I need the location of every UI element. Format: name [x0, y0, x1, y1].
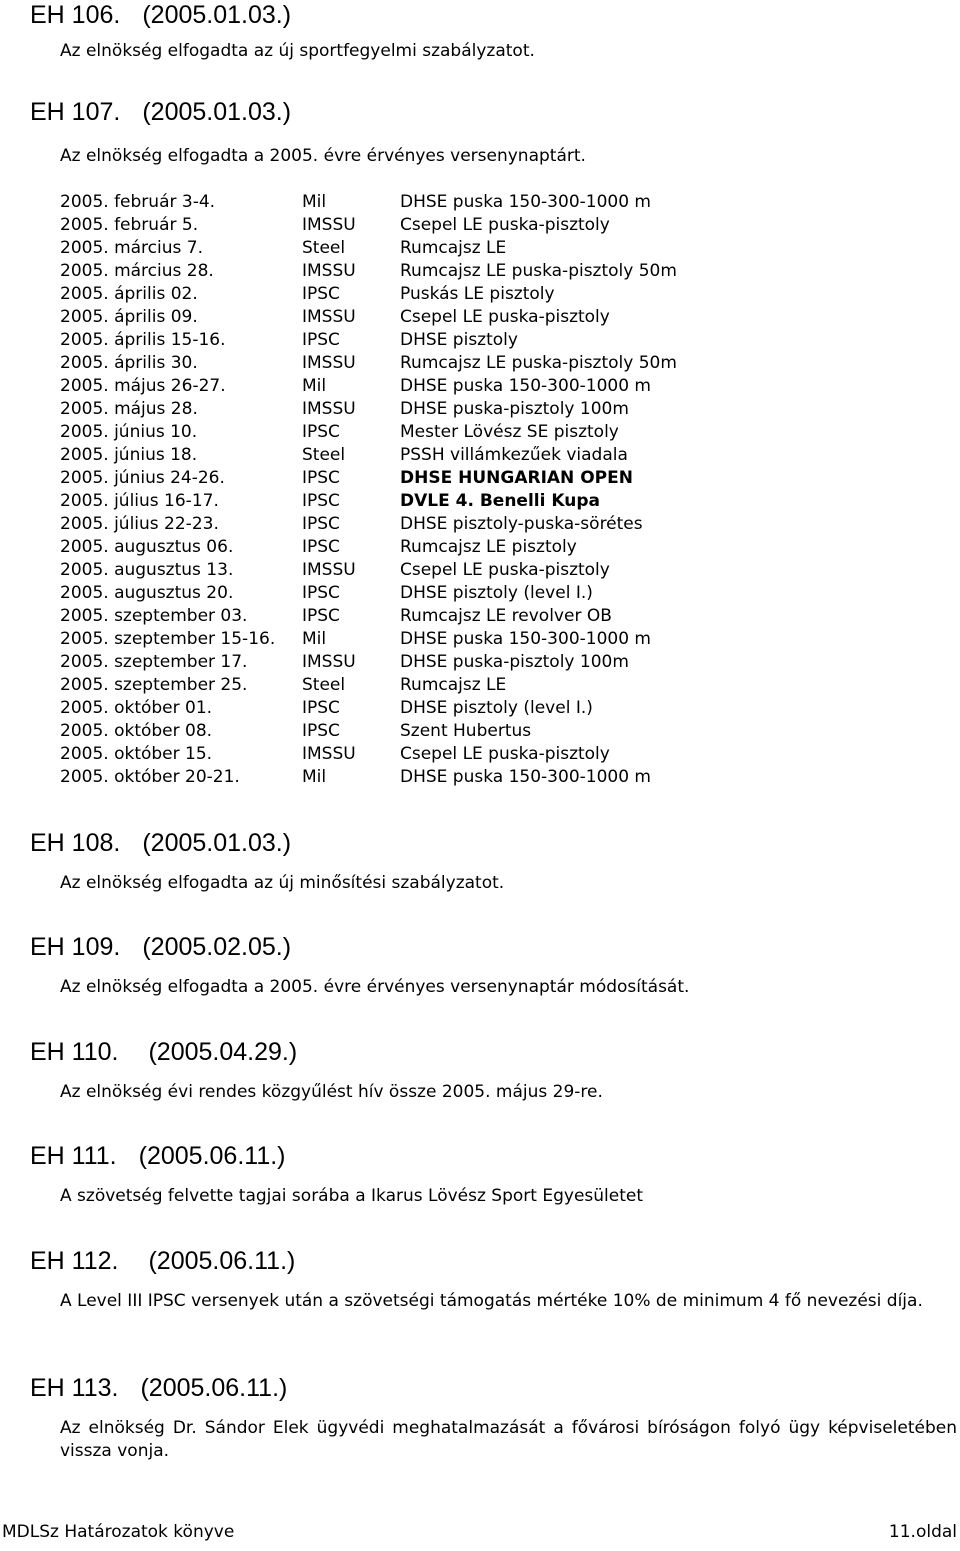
resolution-heading — [30, 1373, 287, 1403]
calendar-event: Csepel LE puska-pisztoly — [400, 215, 610, 236]
calendar-event: DHSE puska-pisztoly 100m — [400, 652, 629, 673]
resolution-code: EH 113. — [30, 1374, 119, 1402]
resolution-date: (2005.01.03.) — [142, 1, 292, 29]
resolution-text: Az elnökség elfogadta az új minősítési szabályzatot. — [60, 873, 505, 893]
calendar-event: DHSE HUNGARIAN OPEN — [400, 468, 633, 489]
resolution-date: (2005.02.05.) — [142, 933, 292, 961]
calendar-discipline: IPSC — [302, 422, 340, 443]
resolution-text: A szövetség felvette tagjai sorába a Ikarus Lövész Sport Egyesületet — [60, 1186, 644, 1206]
calendar-discipline: IPSC — [302, 284, 340, 305]
resolution-code: EH 106. — [30, 1, 121, 29]
calendar-discipline: IMSSU — [302, 744, 356, 765]
calendar-event: Mester Lövész SE pisztoly — [400, 422, 619, 443]
calendar-date: 2005. szeptember 03. — [60, 606, 248, 627]
resolution-date: (2005.04.29.) — [148, 1038, 298, 1066]
calendar-discipline: IPSC — [302, 698, 340, 719]
calendar-discipline: IMSSU — [302, 560, 356, 581]
resolution-date: (2005.06.11.) — [148, 1247, 296, 1275]
calendar-date: 2005. október 15. — [60, 744, 213, 765]
calendar-date: 2005. július 16-17. — [60, 491, 219, 512]
calendar-event: DHSE pisztoly (level I.) — [400, 583, 593, 604]
calendar-discipline: Mil — [302, 192, 327, 212]
calendar-date: 2005. szeptember 15-16. — [60, 629, 276, 650]
calendar-date: 2005. június 18. — [60, 445, 198, 466]
calendar-event: Csepel LE puska-pisztoly — [400, 744, 610, 765]
calendar-event: Csepel LE puska-pisztoly — [400, 307, 610, 328]
calendar-discipline: IMSSU — [302, 353, 356, 374]
calendar-date: 2005. augusztus 13. — [60, 560, 234, 581]
calendar-event: DHSE puska-pisztoly 100m — [400, 399, 629, 420]
calendar-discipline: Steel — [302, 445, 346, 466]
calendar-date: 2005. június 10. — [60, 422, 198, 443]
calendar-date: 2005. február 3-4. — [60, 192, 216, 212]
calendar-event: Szent Hubertus — [400, 721, 532, 742]
calendar-date: 2005. szeptember 25. — [60, 675, 248, 696]
resolution-code: EH 108. — [30, 829, 121, 857]
calendar-event: PSSH villámkezűek viadala — [400, 445, 628, 466]
resolution-heading — [30, 0, 291, 30]
resolution-heading — [30, 828, 291, 858]
calendar-date: 2005. február 5. — [60, 215, 199, 236]
calendar-event: DHSE pisztoly — [400, 330, 518, 351]
calendar-discipline: Mil — [302, 376, 327, 397]
resolution-code: EH 109. — [30, 933, 121, 961]
calendar-discipline: IMSSU — [302, 307, 356, 328]
calendar-event: Rumcajsz LE pisztoly — [400, 537, 577, 558]
calendar-discipline: Steel — [302, 675, 346, 696]
resolution-code: EH 107. — [30, 98, 121, 126]
calendar-event: DVLE 4. Benelli Kupa — [400, 491, 600, 512]
calendar-date: 2005. április 02. — [60, 284, 198, 305]
calendar-event: DHSE puska 150-300-1000 m — [400, 767, 651, 788]
calendar-discipline: IPSC — [302, 606, 340, 627]
calendar-date: 2005. október 08. — [60, 721, 213, 742]
resolution-text: Az elnökség elfogadta a 2005. évre érvényes versenynaptár módosítását. — [60, 977, 690, 997]
calendar-discipline: IPSC — [302, 514, 340, 535]
calendar-discipline: IPSC — [302, 583, 340, 604]
resolution-heading — [30, 932, 291, 962]
resolution-date: (2005.01.03.) — [142, 829, 292, 857]
calendar-event: DHSE puska 150-300-1000 m — [400, 376, 651, 397]
calendar-discipline: IPSC — [302, 537, 340, 558]
calendar-event: Rumcajsz LE — [400, 238, 507, 259]
calendar-discipline: IPSC — [302, 721, 340, 742]
calendar-discipline: IMSSU — [302, 399, 356, 420]
calendar-date: 2005. október 20-21. — [60, 767, 240, 788]
resolution-date: (2005.06.11.) — [140, 1374, 288, 1402]
calendar-event: Rumcajsz LE puska-pisztoly 50m — [400, 261, 677, 282]
resolution-text: Az elnökség Dr. Sándor Elek ügyvédi meghatalmazását a fővárosi bíróságon folyó ügy képviseletében vissza vonja. — [60, 1418, 957, 1461]
calendar-date: 2005. május 28. — [60, 399, 198, 420]
calendar-discipline: Steel — [302, 238, 346, 259]
resolution-text: Az elnökség évi rendes közgyűlést hív össze 2005. május 29-re. — [60, 1082, 603, 1102]
calendar-event: Csepel LE puska-pisztoly — [400, 560, 610, 581]
calendar-date: 2005. augusztus 20. — [60, 583, 234, 604]
calendar-discipline: Mil — [302, 629, 327, 650]
calendar-date: 2005. június 24-26. — [60, 468, 225, 489]
resolution-heading — [30, 97, 291, 127]
calendar-date: 2005. május 26-27. — [60, 376, 226, 397]
calendar-event: Rumcajsz LE revolver OB — [400, 606, 612, 627]
calendar-event: DHSE puska 150-300-1000 m — [400, 629, 651, 650]
resolution-code: EH 112. — [30, 1247, 119, 1275]
calendar-date: 2005. április 15-16. — [60, 330, 226, 351]
resolution-date: (2005.06.11.) — [138, 1142, 286, 1170]
calendar-event: Puskás LE pisztoly — [400, 284, 555, 305]
resolution-date: (2005.01.03.) — [142, 98, 292, 126]
footer-title: MDLSz Határozatok könyve — [2, 1522, 235, 1542]
resolution-heading — [30, 1141, 286, 1171]
calendar-discipline: Mil — [302, 767, 327, 788]
calendar-date: 2005. július 22-23. — [60, 514, 219, 535]
calendar-discipline: IMSSU — [302, 652, 356, 673]
calendar-event: DHSE pisztoly (level I.) — [400, 698, 593, 719]
calendar-event: DHSE puska 150-300-1000 m — [400, 192, 651, 212]
calendar-discipline: IPSC — [302, 330, 340, 351]
calendar-event: Rumcajsz LE puska-pisztoly 50m — [400, 353, 677, 374]
resolution-text: Az elnökség elfogadta a 2005. évre érvényes versenynaptárt. — [60, 146, 586, 166]
resolution-heading — [30, 1246, 295, 1276]
calendar-date: 2005. szeptember 17. — [60, 652, 248, 673]
resolution-heading — [30, 1037, 297, 1067]
calendar-date: 2005. augusztus 06. — [60, 537, 234, 558]
calendar-date: 2005. április 30. — [60, 353, 198, 374]
calendar-event: DHSE pisztoly-puska-sörétes — [400, 514, 643, 535]
resolution-code: EH 110. — [30, 1038, 119, 1066]
calendar-discipline: IPSC — [302, 491, 340, 512]
calendar-discipline: IMSSU — [302, 215, 356, 236]
footer-page-number: 11.oldal — [888, 1522, 957, 1542]
resolution-text: A Level III IPSC versenyek után a szövetségi támogatás mértéke 10% de minimum 4 fő nevezési díja. — [60, 1291, 923, 1311]
calendar-discipline: IPSC — [302, 468, 340, 489]
calendar-discipline: IMSSU — [302, 261, 356, 282]
calendar-date: 2005. október 01. — [60, 698, 213, 719]
calendar-date: 2005. március 7. — [60, 238, 203, 259]
calendar-date: 2005. március 28. — [60, 261, 214, 282]
resolution-text: Az elnökség elfogadta az új sportfegyelmi szabályzatot. — [60, 41, 535, 61]
calendar-date: 2005. április 09. — [60, 307, 198, 328]
calendar-event: Rumcajsz LE — [400, 675, 507, 696]
resolution-code: EH 111. — [30, 1142, 117, 1170]
